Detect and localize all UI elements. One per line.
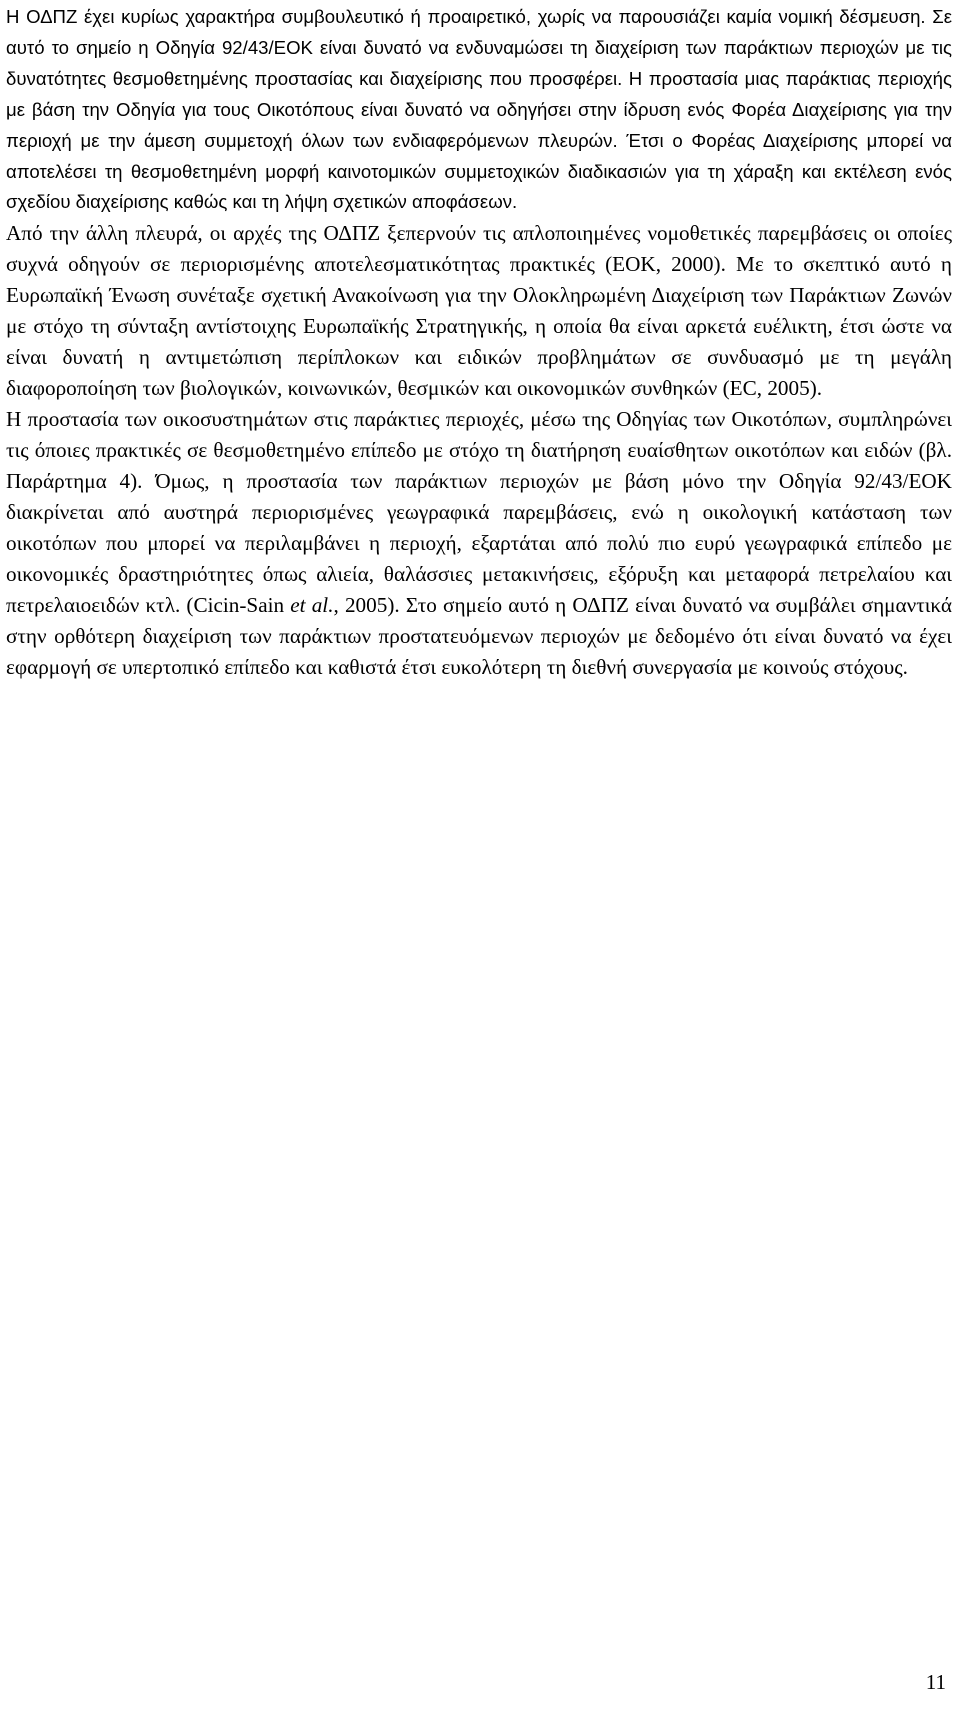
paragraph-text: Η ΟΔΠΖ έχει κυρίως χαρακτήρα συμβουλευτικό ή προαιρετικό, χωρίς να παρουσιάζει καμία νομική δέσμευση. Σε αυτό το σημείο η Οδηγία 92/43/ΕΟΚ είναι δυνατό να ενδυναμώσει τη διαχείριση των παράκτιων περιοχών με τις δυνατότητες θεσμοθετημένης προστασίας και διαχείρισης που προσφέρει. Η προστασία μιας παράκτιας περιοχής με βάση την Οδηγία για τους Οικοτόπους είναι δυνατό να οδηγήσει στην ίδρυση ενός Φορέα Διαχείρισης για την περιοχή με την άμεση συμμετοχή όλων των ενδιαφερόμενων πλευρών. Έτσι ο Φορέας Διαχείρισης μπορεί να αποτελέσει τη θεσμοθετημένη μορφή καινοτομικών συμμετοχικών διαδικασιών για τη χάραξη και εκτέλεση ενός σχεδίου διαχείρισης καθώς και τη λήψη σχετικών αποφάσεων. xyxy=(6,6,952,213)
paragraph-text: , 2005). Στο σημείο αυτό η ΟΔΠΖ είναι δυνατό να συμβάλει σημαντικά στην ορθότερη διαχείριση των παράκτιων προστατευόμενων περιοχών με δεδομένο ότι είναι δυνατό να έχει εφαρμογή σε υπερτοπικό επίπεδο και καθιστά έτσι ευκολότερη τη διεθνή συνεργασία με κοινούς στόχους. xyxy=(6,593,953,680)
paragraph-odpz-principles xyxy=(6,218,952,404)
page-number: 11 xyxy=(925,1670,946,1694)
document-page xyxy=(6,0,952,683)
paragraph-odpz-advisory xyxy=(6,0,952,218)
paragraph-ecosystem-protection xyxy=(6,404,952,683)
paragraph-text: Από την άλλη πλευρά, οι αρχές της ΟΔΠΖ ξεπερνούν τις απλοποιημένες νομοθετικές παρεμβάσεις οι οποίες συχνά οδηγούν σε περιορισμένης αποτελεσματικότητας πρακτικές (ΕΟΚ, 2000). Με το σκεπτικό αυτό η Ευρωπαϊκή Ένωση συνέταξε σχετική Ανακοίνωση για την Ολοκληρωμένη Διαχείριση των Παράκτιων Ζωνών με στόχο τη σύνταξη αντίστοιχης Ευρωπαϊκής Στρατηγικής, η οποία θα είναι αρκετά ευέλικτη, έτσι ώστε να είναι δυνατή η αντιμετώπιση περίπλοκων και ειδικών προβλημάτων σε συνδυασμό με τη μεγάλη διαφοροποίηση των βιολογικών, κοινωνικών, θεσμικών και οικονομικών συνθηκών (EC, 2005). xyxy=(6,221,952,401)
citation-et-al: et al. xyxy=(290,593,334,618)
paragraph-text: Η προστασία των οικοσυστημάτων στις παράκτιες περιοχές, μέσω της Οδηγίας των Οικοτόπων, συμπληρώνει τις όποιες πρακτικές σε θεσμοθετημένο επίπεδο με στόχο τη διατήρηση ευαίσθητων οικοτόπων και ειδών (βλ. Παράρτημα 4). Όμως, η προστασία των παράκτιων περιοχών με βάση μόνο την Οδηγία 92/43/ΕΟΚ διακρίνεται από αυστηρά περιορισμένες γεωγραφικά παρεμβάσεις, ενώ η οικολογική κατάσταση των οικοτόπων που μπορεί να περιλαμβάνει η περιοχή, εξαρτάται από πολύ πιο ευρύ γεωγραφικά επίπεδο με οικονομικές δραστηριότητες όπως αλιεία, θαλάσσιες μετακινήσεις, εξόρυξη και μεταφορά πετρελαίου και πετρελαιοειδών κτλ. (Cicin-Sain xyxy=(6,407,952,618)
